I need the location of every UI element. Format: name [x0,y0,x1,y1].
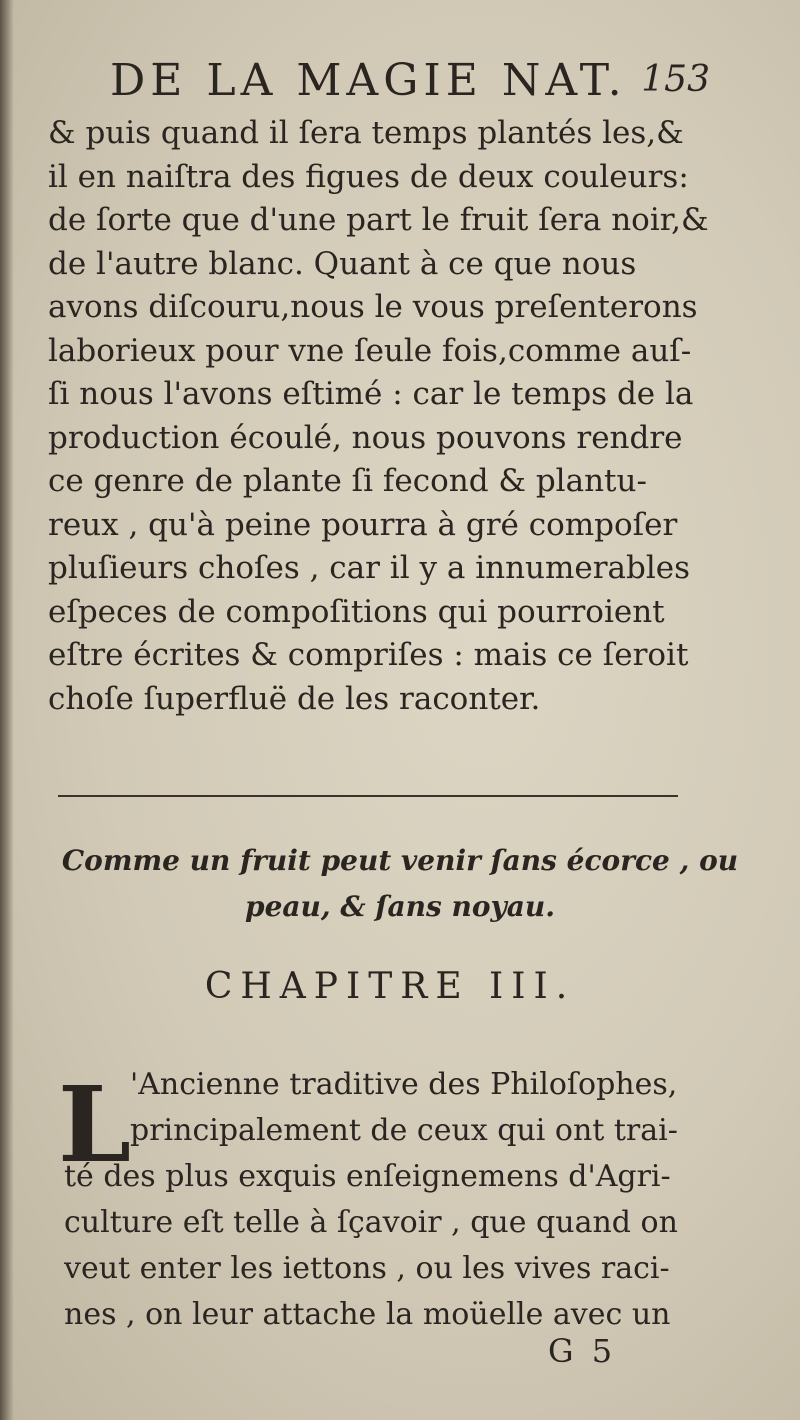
chapter-summary [60,838,740,930]
text-line: de ſorte que d'une part le fruit ſera noir,& [48,202,709,238]
running-title: DE LA MAGIE NAT. [110,55,627,106]
text-line: reux , qu'à peine pourra à gré compoſer [48,506,678,543]
section-divider [58,795,678,797]
text-line: eſtre écrites & compriſes : mais ce ſeroit [48,637,689,673]
text-line: avons diſcouru,nous le vous preſenterons [48,289,698,325]
text-line: té des plus exquis enſeignemens d'Agri- [64,1159,671,1194]
text-line: & puis quand il ſera temps plantés les,& [48,115,684,151]
text-line: de l'autre blanc. Quant à ce que nous [48,245,637,282]
page-number: 153 [641,59,710,100]
text-line: principalement de ceux qui ont trai- [130,1113,678,1148]
body-text [48,112,738,721]
text-line: pluſieurs choſes , car il y a innumerables [48,550,691,586]
text-line: eſpeces de compoſitions qui pourroient [48,593,665,630]
chapter-heading: CHAPITRE III. [204,966,576,1007]
text-line: ſi nous l'avons eſtimé : car le temps de la [48,376,694,412]
text-line: 'Ancienne traditive des Philoſophes, [130,1067,678,1102]
summary-line: Comme un fruit peut venir ſans écorce , ou [61,844,739,877]
text-line: choſe ſuperfluë de les raconter. [48,680,541,717]
text-line: culture eſt telle à ſçavoir , que quand on [64,1205,678,1240]
text-line: ce genre de plante ſi fecond & plantu- [48,463,647,499]
running-head [110,55,710,115]
text-line: production écoulé, nous pouvons rendre [48,419,683,456]
text-line: laborieux pour vne ſeule fois,comme auſ- [48,332,692,369]
summary-line: peau, & ſans noyau. [244,890,556,923]
text-line: nes , on leur attache la moüelle avec un [64,1297,671,1332]
text-line: veut enter les iettons , ou les vives raci- [64,1251,670,1286]
signature-mark: G 5 [548,1332,617,1370]
drop-cap: L [58,1063,132,1186]
chapter-paragraph [64,1062,744,1338]
binding-gutter [0,0,14,1420]
text-line: il en naiſtra des figues de deux couleurs: [48,158,689,195]
